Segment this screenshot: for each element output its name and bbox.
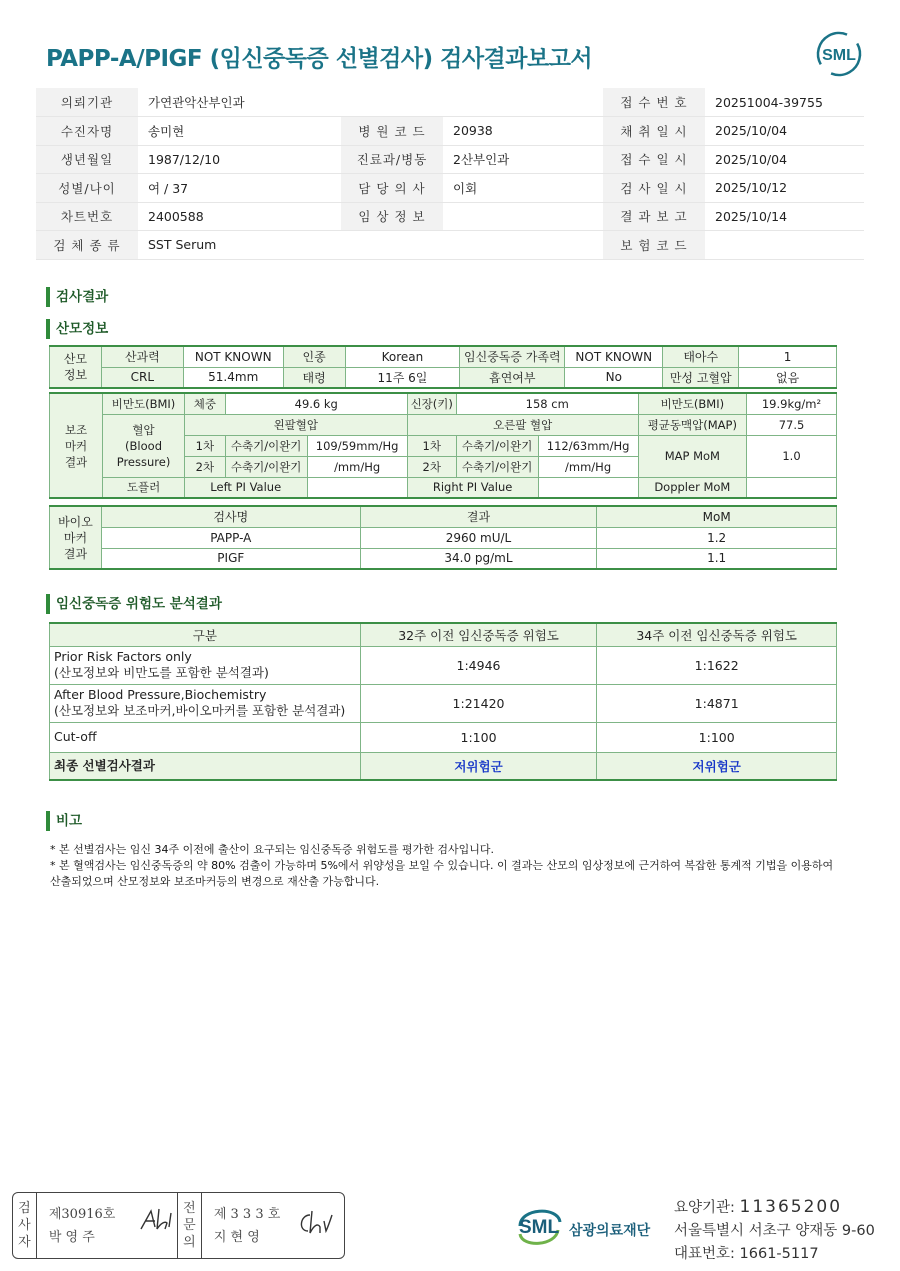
- biomarker-table: 바이오 마커 결과 검사명 결과 MoM PAPP-A 2960 mU/L 1.2 PIGF 34.0 pg/mL 1.1: [49, 505, 837, 570]
- section-results: 검사결과: [46, 287, 108, 307]
- signature-box: 검 사 자 제30916호 박 영 주 전 문 의 제 3 3 3 호 지 현 영: [12, 1192, 345, 1259]
- foundation-name: 삼광의료재단: [569, 1223, 651, 1239]
- report-title: PAPP-A/PIGF (임신중독증 선별검사) 검사결과보고서: [46, 46, 593, 72]
- risk-table: 구분 32주 이전 임신중독증 위험도 34주 이전 임신중독증 위험도 Prior Risk Factors only (산모정보와 비만도를 포함한 분석결과) 1:4946 1:1622 After Blood Pressure,Biochemistry (산모정보와 보조마커,바이오마커를 포함한 분석결과) 1:21420 1:4871 Cut-off 1:100 1:100 최종 선별검사결과 저위험군 저위험군: [49, 622, 837, 781]
- signature-2-icon: [294, 1207, 334, 1237]
- sml-logo-icon: [512, 1196, 566, 1254]
- section-risk: 임신중독증 위험도 분석결과: [46, 594, 222, 614]
- sml-logo-icon: [815, 30, 863, 78]
- table-row: PIGF 34.0 pg/mL 1.1: [50, 548, 837, 569]
- table-row: PAPP-A 2960 mU/L 1.2: [50, 527, 837, 548]
- signature-1-icon: [137, 1205, 177, 1235]
- remarks-text: * 본 선별검사는 임신 34주 이전에 출산이 요구되는 임신중독증 위험도를 평가한 검사입니다. * 본 혈액검사는 임신중독증의 약 80% 검출이 가능하며 5%에서 위양성을 보일 수 있습니다. 이 결과는 산모의 임상정보에 근거하여 복잡한 통계적 기법을 이용하여 산출되었으며 산모정보와 보조마커등의 변경으로 재산출 가능합니다.: [50, 843, 834, 888]
- section-maternal: 산모정보: [46, 319, 108, 339]
- table-row: Prior Risk Factors only (산모정보와 비만도를 포함한 분석결과) 1:4946 1:1622: [50, 646, 837, 684]
- footer-info: 요양기관: 11365200 서울특별시 서초구 양재동 9-60 대표번호: 1661-5117: [674, 1197, 875, 1262]
- maternal-info-table: 산모 정보 산과력 NOT KNOWN 인종 Korean 임신중독증 가족력 NOT KNOWN 태아수 1 CRL 51.4mm 태령 11주 6일 흡연여부 No 만성 고혈압 없음: [49, 345, 837, 389]
- svg-text:SML: SML: [518, 1217, 560, 1238]
- table-row: After Blood Pressure,Biochemistry (산모정보와 보조마커,바이오마커를 포함한 분석결과) 1:21420 1:4871: [50, 684, 837, 722]
- svg-text:SML: SML: [822, 47, 856, 64]
- table-row: Cut-off 1:100 1:100: [50, 722, 837, 752]
- patient-info-table: 의뢰기관 가연관악산부인과 접 수 번 호 20251004-39755 수진자명 송미현 병 원 코 드 20938 채 취 일 시 2025/10/04 생년월일 1987/12/10 진료과/병동 2산부인과 접 수 일 시 2025/10/04 성별/나이 여 / 37 담 당 의 사 이회 검 사 일 시 2025/10/12 차트번호 2400588 임 상 정 보 결 과 보 고 2025/10/14 검 체 종 류 SST Serum 보 험 코 드: [36, 88, 864, 260]
- final-result-row: 최종 선별검사결과 저위험군 저위험군: [50, 752, 837, 780]
- sml-footer-logo: [512, 1196, 566, 1254]
- section-remarks: 비고: [46, 811, 82, 831]
- aux-marker-table: 보조 마커 결과 비만도(BMI) 체중 49.6 kg 신장(키) 158 cm 비만도(BMI) 19.9kg/m² 혈압 (Blood Pressure) 왼팔혈압 오른팔 혈압 평균동맥압(MAP) 77.5 1차 수축기/이완기 109/59mm/Hg 1차 수축기/이완기 112/63mm/Hg MAP MoM 1.0 2차 수축기/이완기 /mm/Hg 2차 수축기/이완기 /mm/Hg 도플러 Left PI Value Right PI Value Doppler MoM: [49, 392, 837, 499]
